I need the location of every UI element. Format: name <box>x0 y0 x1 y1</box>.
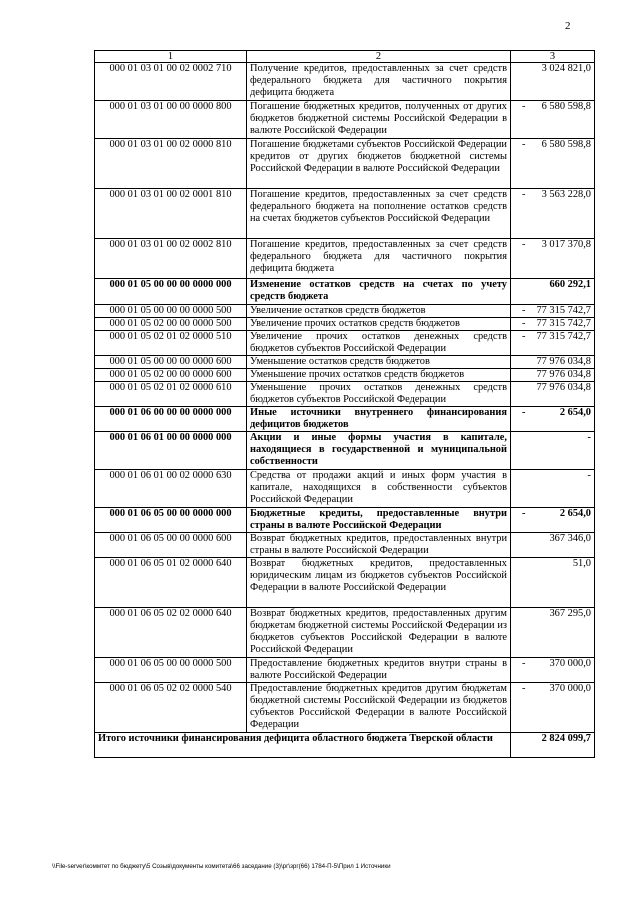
row-sign <box>514 608 522 620</box>
row-value: - <box>587 470 591 481</box>
table-row <box>95 382 595 407</box>
row-value: - <box>587 432 591 443</box>
row-sign: - <box>522 239 526 250</box>
table-body <box>95 63 595 733</box>
row-value-cell <box>511 331 595 356</box>
row-sign <box>514 369 522 381</box>
row-sign: - <box>522 139 526 150</box>
row-value: 77 976 034,8 <box>536 356 591 367</box>
total-label: Итого источники финансирования дефицита областного бюджета Тверской области <box>95 733 511 758</box>
row-code: 000 01 05 02 01 02 0000 510 <box>95 331 247 356</box>
table-row <box>95 369 595 382</box>
table-row <box>95 318 595 331</box>
row-code: 000 01 06 01 00 02 0000 630 <box>95 470 247 508</box>
row-value: 6 580 598,8 <box>541 101 591 112</box>
row-value: 370 000,0 <box>549 683 591 694</box>
row-sign <box>514 382 522 394</box>
row-value-cell <box>511 683 595 733</box>
row-value-cell <box>511 658 595 683</box>
row-code: 000 01 05 00 00 00 0000 500 <box>95 305 247 318</box>
table-row <box>95 101 595 139</box>
row-sign <box>514 279 522 291</box>
row-value-cell <box>511 239 595 279</box>
table-row <box>95 658 595 683</box>
row-sign: - <box>522 658 526 669</box>
row-sign: - <box>522 189 526 200</box>
row-name: Бюджетные кредиты, предоставленные внутри страны в валюте Российской Федерации <box>247 508 511 533</box>
table-row <box>95 533 595 558</box>
row-name: Средства от продажи акций и иных форм участия в капитале, находящихся в собственности субъектов Российской Федерации <box>247 470 511 508</box>
row-value-cell <box>511 432 595 470</box>
row-sign <box>514 432 522 444</box>
row-value: 2 654,0 <box>559 407 591 418</box>
row-value: 77 315 742,7 <box>536 331 591 342</box>
row-code: 000 01 03 01 00 02 0001 810 <box>95 189 247 239</box>
row-code: 000 01 05 00 00 00 0000 000 <box>95 279 247 305</box>
table-row <box>95 558 595 608</box>
row-value-cell <box>511 508 595 533</box>
row-code: 000 01 06 05 01 02 0000 640 <box>95 558 247 608</box>
row-value-cell <box>511 356 595 369</box>
row-name: Возврат бюджетных кредитов, предоставленных юридическим лицам из бюджетов субъектов Российской Федерации в валюте Российской Федерации <box>247 558 511 608</box>
row-value: 3 563 228,0 <box>541 189 591 200</box>
total-number: 2 824 099,7 <box>541 733 591 744</box>
row-value-cell <box>511 101 595 139</box>
row-value: 3 024 821,0 <box>541 63 591 74</box>
row-sign <box>514 533 522 545</box>
row-name: Предоставление бюджетных кредитов внутри страны в валюте Российской Федерации <box>247 658 511 683</box>
header-col-2: 2 <box>247 51 511 63</box>
row-value-cell <box>511 382 595 407</box>
row-name: Погашение кредитов, предоставленных за счет средств федерального бюджета на пополнение остатков средств на счетах бюджетов субъектов Российской Федерации <box>247 189 511 239</box>
header-col-3: 3 <box>511 51 595 63</box>
row-value-cell <box>511 189 595 239</box>
row-name: Погашение кредитов, предоставленных за счет средств федерального бюджета для частичного покрытия дефицита бюджета <box>247 239 511 279</box>
row-value-cell <box>511 279 595 305</box>
table-row <box>95 683 595 733</box>
row-value: 77 315 742,7 <box>536 318 591 329</box>
row-value: 51,0 <box>572 558 591 569</box>
row-value: 6 580 598,8 <box>541 139 591 150</box>
row-value-cell <box>511 558 595 608</box>
row-name: Акции и иные формы участия в капитале, находящиеся в государственной и муниципальной собственности <box>247 432 511 470</box>
row-code: 000 01 03 01 00 02 0000 810 <box>95 139 247 189</box>
row-code: 000 01 06 00 00 00 0000 000 <box>95 407 247 432</box>
table-row <box>95 139 595 189</box>
row-name: Возврат бюджетных кредитов, предоставленных внутри страны в валюте Российской Федерации <box>247 533 511 558</box>
table-row <box>95 305 595 318</box>
row-name: Предоставление бюджетных кредитов другим бюджетам бюджетной системы Российской Федерации из бюджетов субъектов Российской Федерации в валюте Российской Федерации <box>247 683 511 733</box>
total-row <box>95 733 595 758</box>
table-row <box>95 508 595 533</box>
row-name: Погашение бюджетами субъектов Российской Федерации кредитов от других бюджетов бюджетной системы Российской Федерации в валюте Российской Федерации <box>247 139 511 189</box>
table-row <box>95 432 595 470</box>
table-row <box>95 356 595 369</box>
row-value-cell <box>511 139 595 189</box>
row-code: 000 01 03 01 00 02 0002 710 <box>95 63 247 101</box>
row-value: 370 000,0 <box>549 658 591 669</box>
row-name: Возврат бюджетных кредитов, предоставленных другим бюджетам бюджетной системы Российской Федерации из бюджетов субъектов Российской Федерации в валюте Российской Федерации <box>247 608 511 658</box>
table-row <box>95 239 595 279</box>
row-value: 3 017 370,8 <box>541 239 591 250</box>
row-code: 000 01 05 02 01 02 0000 610 <box>95 382 247 407</box>
row-code: 000 01 06 01 00 00 0000 000 <box>95 432 247 470</box>
row-sign <box>514 356 522 368</box>
table-row <box>95 407 595 432</box>
row-name: Уменьшение прочих остатков средств бюджетов <box>247 369 511 382</box>
row-name: Уменьшение остатков средств бюджетов <box>247 356 511 369</box>
page-number: 2 <box>565 20 571 32</box>
row-sign <box>514 470 522 482</box>
table-row <box>95 470 595 508</box>
table-row <box>95 279 595 305</box>
row-name: Иные источники внутреннего финансирования дефицитов бюджетов <box>247 407 511 432</box>
row-sign: - <box>522 331 526 342</box>
row-code: 000 01 05 00 00 00 0000 600 <box>95 356 247 369</box>
row-code: 000 01 05 02 00 00 0000 500 <box>95 318 247 331</box>
row-name: Получение кредитов, предоставленных за счет средств федерального бюджета для частичного покрытия дефицита бюджета <box>247 63 511 101</box>
row-value: 77 976 034,8 <box>536 369 591 380</box>
row-sign: - <box>522 508 526 519</box>
row-sign: - <box>522 407 526 418</box>
row-code: 000 01 06 05 00 00 0000 600 <box>95 533 247 558</box>
row-value-cell <box>511 305 595 318</box>
row-value-cell <box>511 369 595 382</box>
row-code: 000 01 05 02 00 00 0000 600 <box>95 369 247 382</box>
row-value-cell <box>511 318 595 331</box>
table-row <box>95 331 595 356</box>
row-code: 000 01 03 01 00 00 0000 800 <box>95 101 247 139</box>
row-name: Увеличение прочих остатков средств бюджетов <box>247 318 511 331</box>
row-name: Уменьшение прочих остатков денежных средств бюджетов субъектов Российской Федерации <box>247 382 511 407</box>
row-value: 2 654,0 <box>559 508 591 519</box>
row-sign <box>514 63 522 75</box>
row-sign: - <box>522 318 526 329</box>
row-value: 367 346,0 <box>549 533 591 544</box>
row-sign: - <box>522 683 526 694</box>
table-row <box>95 608 595 658</box>
row-code: 000 01 06 05 00 00 0000 000 <box>95 508 247 533</box>
row-value-cell <box>511 533 595 558</box>
row-code: 000 01 06 05 00 00 0000 500 <box>95 658 247 683</box>
row-sign <box>514 558 522 570</box>
row-name: Изменение остатков средств на счетах по учету средств бюджета <box>247 279 511 305</box>
row-value: 77 976 034,8 <box>536 382 591 393</box>
row-value-cell <box>511 470 595 508</box>
row-sign: - <box>522 101 526 112</box>
header-row <box>95 51 595 63</box>
header-col-1: 1 <box>95 51 247 63</box>
row-name: Погашение бюджетных кредитов, полученных от других бюджетов бюджетной системы Российской Федерации в валюте Российской Федерации <box>247 101 511 139</box>
row-sign: - <box>522 305 526 316</box>
row-code: 000 01 06 05 02 02 0000 540 <box>95 683 247 733</box>
row-code: 000 01 03 01 00 02 0002 810 <box>95 239 247 279</box>
row-value-cell <box>511 63 595 101</box>
table-row <box>95 189 595 239</box>
row-value-cell <box>511 407 595 432</box>
row-value: 77 315 742,7 <box>536 305 591 316</box>
total-value <box>511 733 595 758</box>
row-name: Увеличение остатков средств бюджетов <box>247 305 511 318</box>
row-value: 660 292,1 <box>549 279 591 290</box>
row-value-cell <box>511 608 595 658</box>
row-value: 367 295,0 <box>549 608 591 619</box>
row-name: Увеличение прочих остатков денежных средств бюджетов субъектов Российской Федерации <box>247 331 511 356</box>
sources-table <box>94 50 595 758</box>
table-row <box>95 63 595 101</box>
file-path-footer: \\File-server\коммтет по бюджету\5 Созыв\документы комитета\66 заседание (3)\рг\зрг(66) 1784-П-5\Прил 1 Источники <box>52 863 391 870</box>
row-code: 000 01 06 05 02 02 0000 640 <box>95 608 247 658</box>
